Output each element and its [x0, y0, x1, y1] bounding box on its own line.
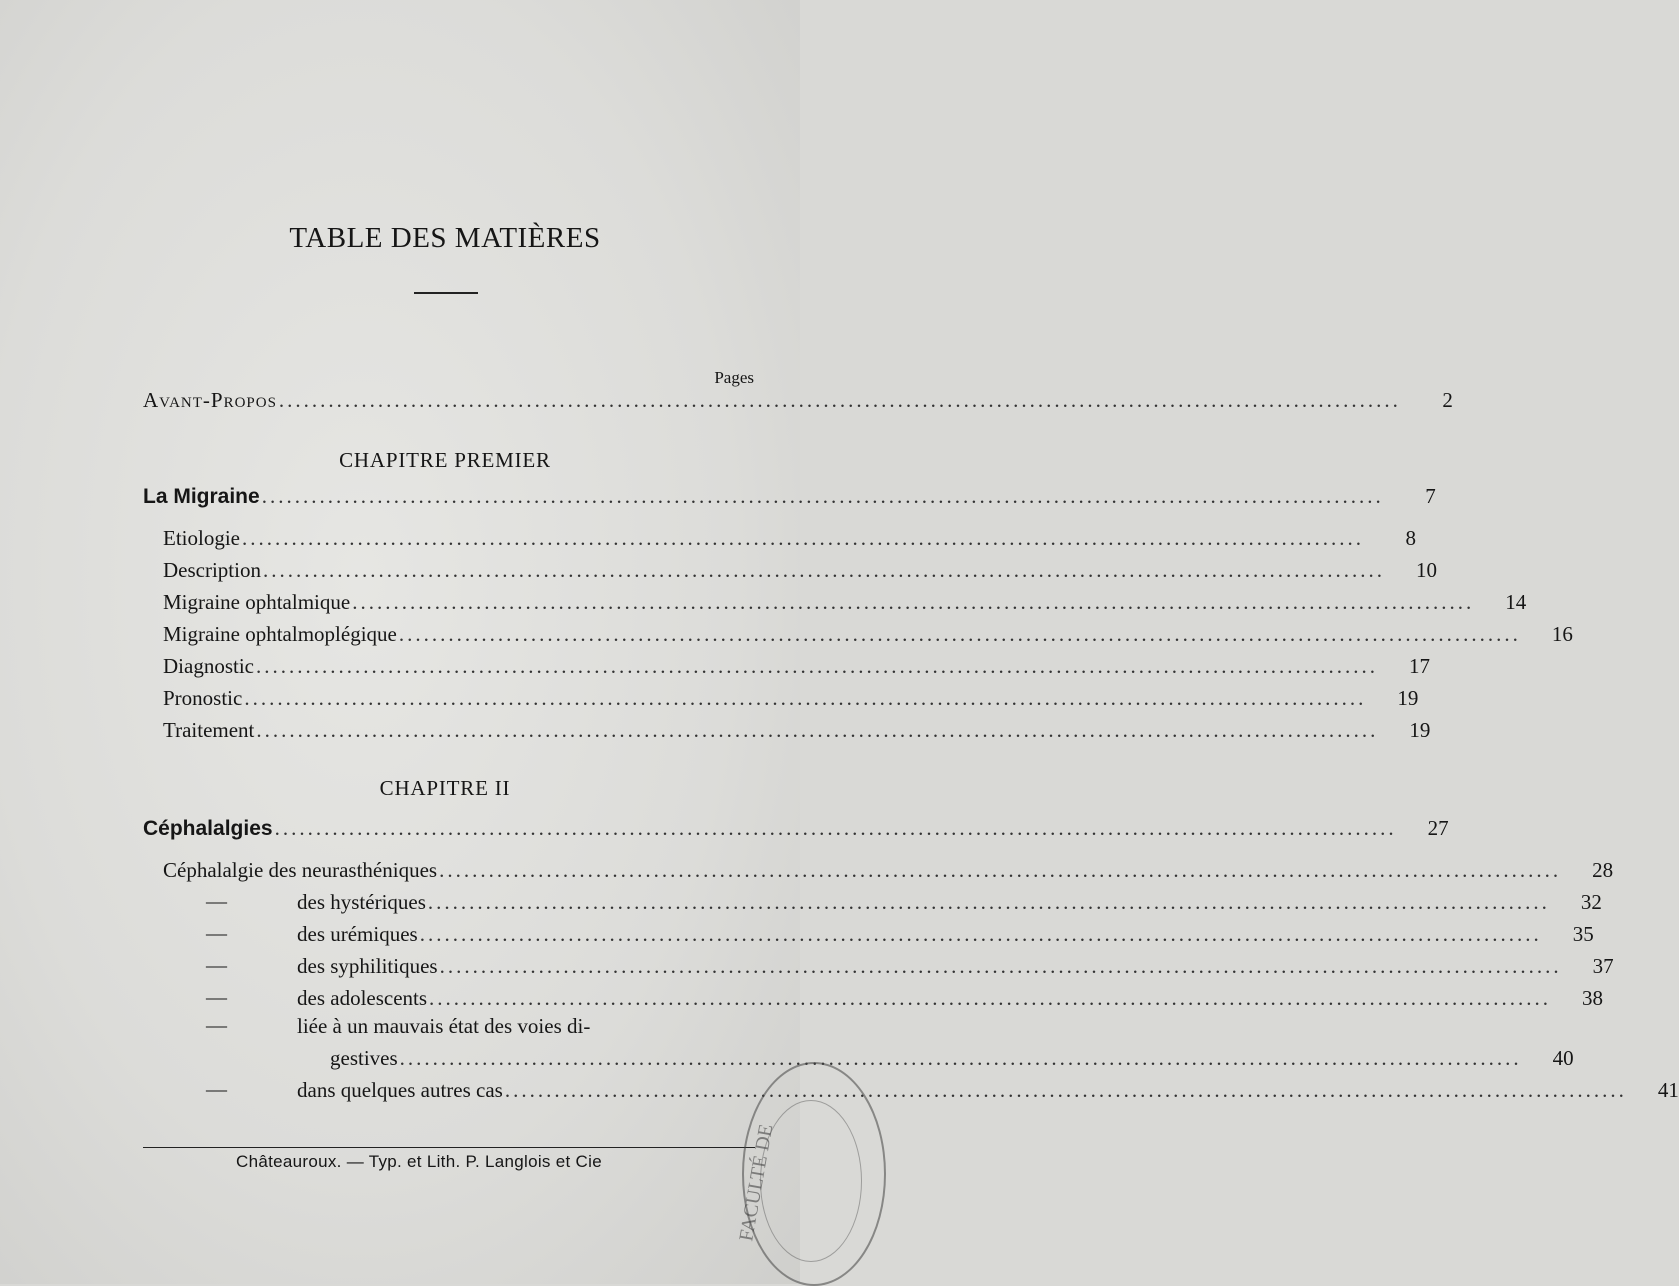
toc-entry-page: 32	[1580, 890, 1602, 914]
dot-leader	[437, 858, 1561, 883]
toc-entry-page: 17	[1408, 654, 1430, 678]
toc-subentry	[297, 986, 1604, 1011]
chapter-heading: CHAPITRE II	[379, 776, 511, 800]
ditto-dash: —	[206, 1013, 227, 1037]
dot-leader	[426, 890, 1550, 915]
toc-entry-label: Diagnostic	[163, 654, 254, 678]
toc-section-main	[143, 484, 1436, 509]
toc-entry-page: 41	[1657, 1078, 1679, 1102]
dot-leader	[418, 922, 1542, 947]
toc-subentry	[297, 1078, 1679, 1103]
toc-subentry	[297, 954, 1614, 979]
dot-leader	[254, 718, 1378, 743]
dot-leader	[427, 986, 1551, 1011]
toc-entry	[163, 558, 1437, 583]
pages-column-label: Pages	[714, 368, 754, 387]
footer-rule	[143, 1147, 755, 1148]
library-stamp-text	[735, 1062, 800, 1284]
toc-entry	[163, 858, 1614, 883]
dot-leader	[261, 558, 1385, 583]
toc-entry	[163, 654, 1430, 679]
dot-leader	[242, 686, 1366, 711]
toc-entry-label: liée à un mauvais état des voies di-	[297, 1014, 591, 1038]
toc-entry-label: Céphalalgie des neurasthéniques	[163, 858, 438, 882]
toc-entry-label: Pronostic	[163, 686, 243, 710]
toc-entry	[163, 622, 1573, 647]
ditto-dash: —	[206, 921, 227, 945]
toc-subentry	[297, 1014, 697, 1039]
toc-entry-label: Description	[163, 558, 261, 582]
toc-subentry	[297, 890, 1602, 915]
toc-entry-page: 16	[1551, 622, 1573, 646]
toc-subentry	[297, 922, 1594, 947]
toc-entry-page: 28	[1592, 858, 1614, 882]
ditto-dash: —	[206, 889, 227, 913]
toc-entry	[163, 526, 1416, 551]
toc-entry-label: des adolescents	[297, 986, 428, 1010]
toc-entry-avant-propos	[143, 388, 1453, 413]
toc-entry-label: Traitement	[163, 718, 255, 742]
toc-entry-page: 19	[1397, 686, 1419, 710]
toc-entry-page: 37	[1592, 954, 1614, 978]
title-rule	[414, 292, 478, 294]
toc-entry-label: gestives	[330, 1046, 398, 1070]
toc-entry-label: Migraine ophtalmoplégique	[163, 622, 397, 646]
printer-imprint: Châteauroux. — Typ. et Lith. P. Langlois et Cie	[236, 1152, 602, 1171]
ditto-dash: —	[206, 953, 227, 977]
dot-leader	[273, 816, 1397, 841]
dot-leader	[240, 526, 1364, 551]
toc-entry-label: La Migraine	[143, 485, 260, 508]
toc-entry-label: des urémiques	[297, 922, 418, 946]
page-title: TABLE DES MATIÈRES	[289, 222, 601, 254]
toc-entry-label: Etiologie	[163, 526, 240, 550]
toc-entry-page: 2	[1442, 388, 1453, 412]
toc-entry-label: dans quelques autres cas	[297, 1078, 503, 1102]
toc-entry-page: 35	[1572, 922, 1594, 946]
dot-leader	[260, 484, 1384, 509]
toc-entry-page: 7	[1425, 484, 1436, 508]
toc-entry-page: 27	[1427, 816, 1449, 840]
toc-entry-label: Céphalalgies	[143, 817, 273, 840]
dot-leader	[254, 654, 1378, 679]
ditto-dash: —	[206, 985, 227, 1009]
dot-leader	[503, 1078, 1627, 1103]
dot-leader	[398, 1046, 1522, 1071]
toc-section-main	[143, 816, 1449, 841]
dot-leader	[277, 388, 1401, 413]
toc-entry	[163, 718, 1431, 743]
toc-entry-page: 14	[1505, 590, 1527, 614]
toc-entry	[163, 590, 1527, 615]
chapter-heading: CHAPITRE PREMIER	[339, 448, 551, 472]
toc-entry-page: 40	[1552, 1046, 1574, 1070]
toc-subentry-continuation	[330, 1046, 1574, 1071]
ditto-dash: —	[206, 1077, 227, 1101]
svg-text:FACULTÉ DE: FACULTÉ DE	[735, 1122, 778, 1243]
toc-entry	[163, 686, 1419, 711]
toc-entry-label: des syphilitiques	[297, 954, 438, 978]
toc-entry-label: Avant-Propos	[143, 388, 277, 412]
toc-entry-page: 8	[1405, 526, 1416, 550]
toc-entry-page: 19	[1409, 718, 1431, 742]
dot-leader	[350, 590, 1474, 615]
toc-entry-label: des hystériques	[297, 890, 426, 914]
toc-entry-label: Migraine ophtalmique	[163, 590, 351, 614]
toc-entry-page: 38	[1582, 986, 1604, 1010]
dot-leader	[438, 954, 1562, 979]
dot-leader	[397, 622, 1521, 647]
toc-entry-page: 10	[1415, 558, 1437, 582]
